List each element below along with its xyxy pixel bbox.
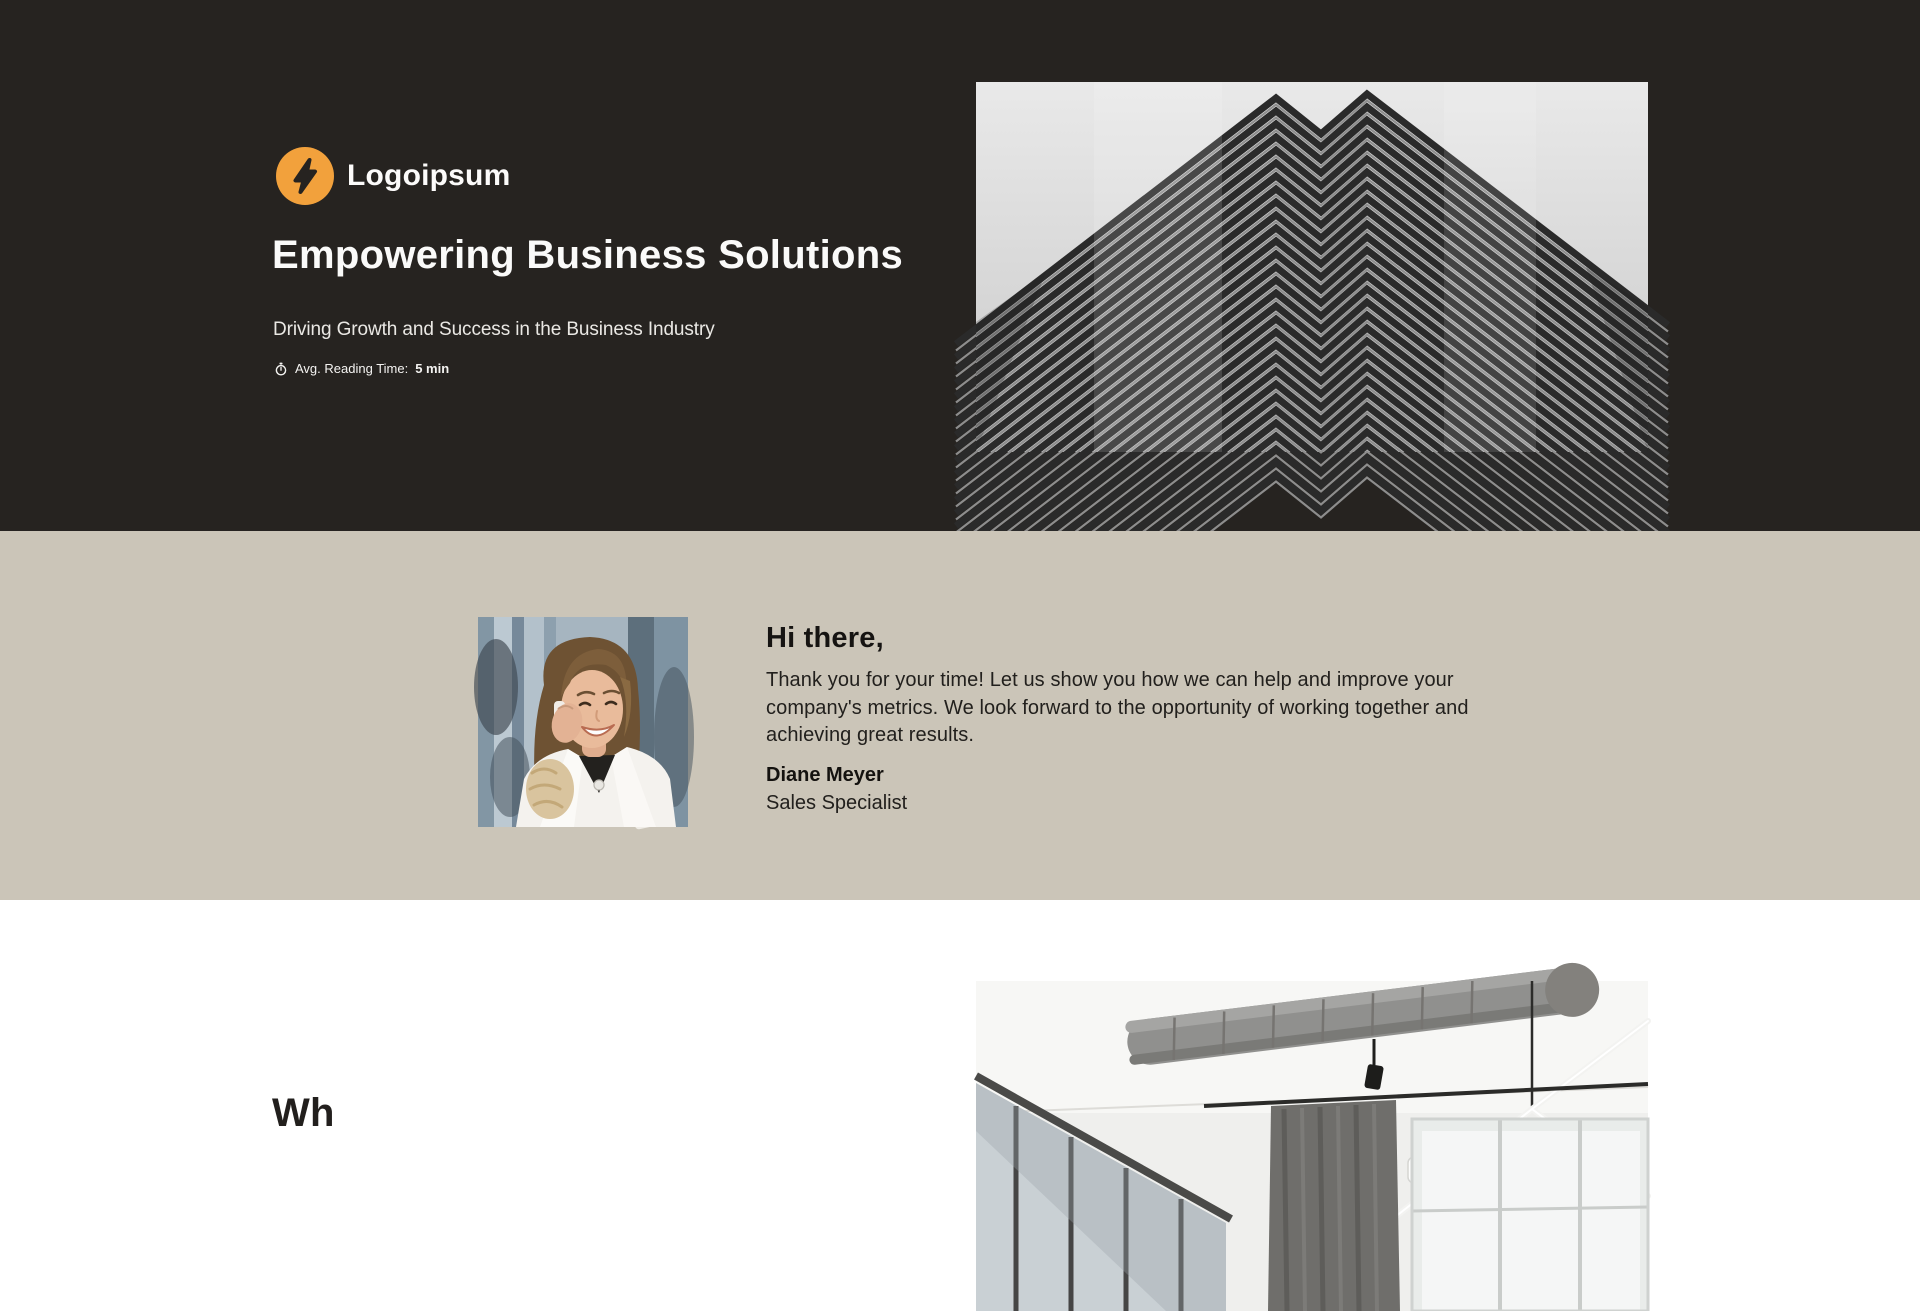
intro-text-block (766, 622, 1472, 815)
next-section (0, 900, 1920, 1135)
brand-name: Logoipsum (347, 159, 511, 192)
specialist-name: Diane Meyer (766, 763, 884, 786)
reading-time (274, 361, 449, 376)
next-section-heading: Wh (272, 1091, 335, 1135)
reading-time-value: 5 min (415, 361, 450, 376)
office-interior-photo (976, 981, 1648, 1311)
sales-specialist-avatar (478, 617, 688, 827)
intro-paragraph: Thank you for your time! Let us show you how we can help and improve your company's metrics. We look forward to the opportunity of working together and achieving great results. (766, 669, 1469, 746)
intro-heading: Hi there, (766, 622, 884, 654)
lightning-bolt-icon (276, 147, 334, 205)
specialist-role: Sales Specialist (766, 791, 908, 814)
intro-section (0, 531, 1920, 900)
page-title: Empowering Business Solutions (272, 233, 904, 277)
hero-section (0, 0, 1920, 531)
logo[interactable] (276, 147, 510, 205)
reading-time-label: Avg. Reading Time: (295, 361, 409, 376)
page-subtitle: Driving Growth and Success in the Business Industry (273, 319, 715, 340)
skyscraper-photo (976, 82, 1648, 452)
stopwatch-icon (274, 362, 288, 376)
